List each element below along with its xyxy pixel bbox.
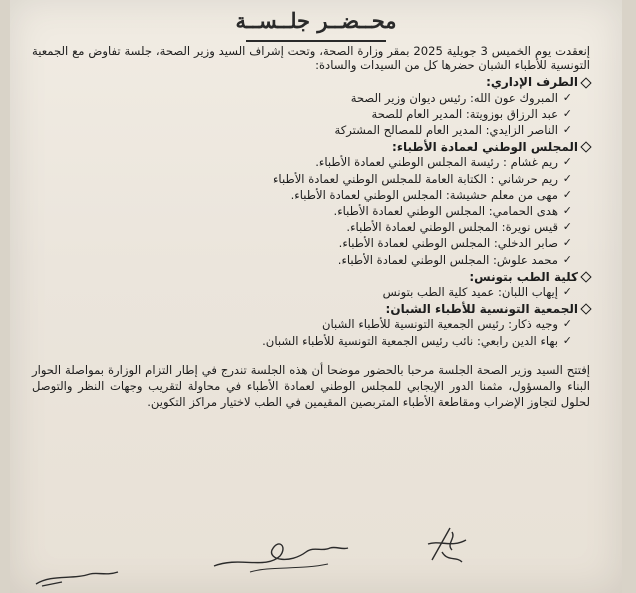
section-heading: الطرف الإداري: [486,75,578,90]
attendee-item: ✓ مهى من معلم حشيشة: المجلس الوطني لعمادة الأطباء. [290,187,572,202]
attendee-item: ✓ صابر الدخلي: المجلس الوطني لعمادة الأطباء. [338,236,572,251]
section-medical-council [32,140,590,267]
attendee-item: ✓ محمد علوش: المجلس الوطني لعمادة الأطباء. [337,252,572,267]
attendee-item: ✓ ريم غشام : رئيسة المجلس الوطني لعمادة الأطباء. [315,155,572,170]
checkmark-icon: ✓ [562,317,572,331]
attendee-list [32,155,590,266]
attendee-item: ✓ وجيه ذكار: رئيس الجمعية التونسية للأطباء الشبان [322,317,572,332]
checkmark-icon: ✓ [562,333,572,347]
diamond-bullet-icon [580,142,591,153]
diamond-bullet-icon [580,271,591,282]
checkmark-icon: ✓ [562,155,572,169]
checkmark-icon: ✓ [562,204,572,218]
signature-left [210,526,350,576]
attendee-item: ✓ إيهاب اللبان: عميد كلية الطب بتونس [382,285,572,300]
section-heading: المجلس الوطني لعمادة الأطباء: [392,140,578,155]
checkmark-icon: ✓ [562,252,572,266]
checkmark-icon: ✓ [562,171,572,185]
attendee-item: ✓ هدى الحمامي: المجلس الوطني لعمادة الأطباء. [333,204,572,219]
checkmark-icon: ✓ [562,220,572,234]
attendee-list [32,91,590,138]
checkmark-icon: ✓ [562,187,572,201]
section-heading: كلية الطب بتونس: [469,269,578,284]
intro-paragraph: إنعقدت يوم الخميس 3 جويلية 2025 بمقر وزارة الصحة، وتحت إشراف السيد وزير الصحة، جلسة تفاوض مع الجمعية التونسية للأطباء الشبان حضرها كل من السيدات والسادة: [32,44,591,73]
attendee-item: ✓ قيس نويرة: المجلس الوطني لعمادة الأطباء. [346,220,572,235]
section-young-doctors [32,302,590,348]
attendee-list [32,317,590,347]
section-heading: الجمعية التونسية للأطباء الشبان: [385,302,578,317]
section-faculty [32,270,590,299]
attendee-item: ✓ ريم حرشاني : الكتابة العامة للمجلس الوطني لعمادة الأطباء [272,171,572,186]
attendee-item: ✓ المبروك عون الله: رئيس ديوان وزير الصحة [350,90,572,105]
diamond-bullet-icon [580,304,591,315]
document-body [32,44,590,412]
document-title: محــضــر جلــســة [235,8,397,33]
attendee-item: ✓ عبد الرزاق بوزويتة: المدير العام للصحة [371,106,572,121]
attendee-list [32,285,590,299]
title-underline [246,40,386,42]
signature-bottom-left [32,566,122,590]
checkmark-icon: ✓ [562,123,572,137]
signature-right [422,522,472,567]
section-administration [32,75,590,137]
checkmark-icon: ✓ [562,90,572,104]
document-sheet [10,0,622,593]
checkmark-icon: ✓ [562,285,572,299]
attendee-item: ✓ الناصر الزايدي: المدير العام للمصالح المشتركة [334,123,572,138]
diamond-bullet-icon [580,77,591,88]
attendee-item: ✓ بهاء الدين رابعي: نائب رئيس الجمعية التونسية للأطباء الشبان. [262,333,572,348]
checkmark-icon: ✓ [562,106,572,120]
checkmark-icon: ✓ [562,236,572,250]
closing-paragraph: إفتتح السيد وزير الصحة الجلسة مرحبا بالحضور موضحا أن هذه الجلسة تندرج في إطار التزام الوزارة بمواصلة الحوار البناء والمسؤول، مثمنا الدور الإيجابي للمجلس الوطني لعمادة الأطباء في محاولة لتقريب وجهات النظر والتوصل لحلول لتجاوز الإضراب ومقاطعة الأطباء المتربصين المقيمين في الطب لاختيار مراكز التكوين. [32,362,590,409]
